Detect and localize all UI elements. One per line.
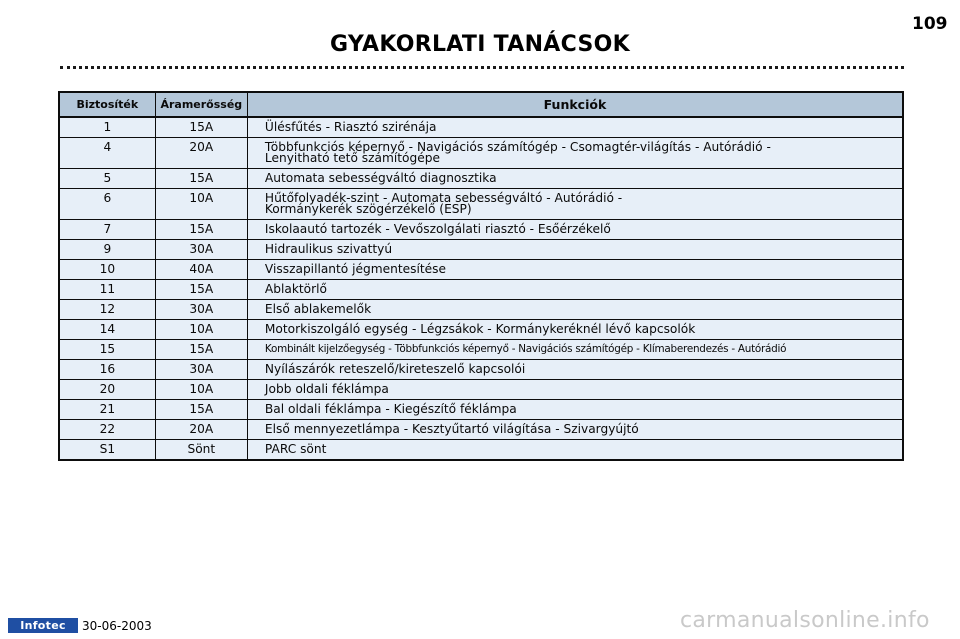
header-functions: Funkciók <box>247 92 903 117</box>
fuse-amperage: 30A <box>155 240 247 260</box>
page-title: GYAKORLATI TANÁCSOK <box>330 32 630 57</box>
table-row <box>59 240 903 260</box>
table-row <box>59 380 903 400</box>
fuse-function: Hidraulikus szivattyú <box>247 240 903 260</box>
table-row <box>59 169 903 189</box>
table-row <box>59 280 903 300</box>
table-row <box>59 220 903 240</box>
table-row <box>59 138 903 169</box>
fuse-number: 12 <box>59 300 155 320</box>
table-row <box>59 340 903 360</box>
fuse-amperage: 15A <box>155 220 247 240</box>
fuse-function: Első mennyezetlámpa - Kesztyűtartó világítása - Szivargyújtó <box>247 420 903 440</box>
fuse-function: Iskolaautó tartozék - Vevőszolgálati riasztó - Esőérzékelő <box>247 220 903 240</box>
fuse-amperage: 20A <box>155 138 247 169</box>
fuse-amperage: 20A <box>155 420 247 440</box>
fuse-function: Jobb oldali féklámpa <box>247 380 903 400</box>
infotec-logo: Infotec <box>8 618 78 633</box>
fuse-number: S1 <box>59 440 155 461</box>
fuse-number: 22 <box>59 420 155 440</box>
fuse-function: Automata sebességváltó diagnosztika <box>247 169 903 189</box>
fuse-number: 14 <box>59 320 155 340</box>
fuse-function: Nyílászárók reteszelő/kireteszelő kapcsolói <box>247 360 903 380</box>
fuse-amperage: 15A <box>155 400 247 420</box>
fuse-function: Ülésfűtés - Riasztó szirénája <box>247 117 903 138</box>
fuse-function: Hűtőfolyadék-szint - Automata sebességváltó - Autórádió - Kormánykerék szögérzékelő (ESP) <box>247 189 903 220</box>
fuse-function: PARC sönt <box>247 440 903 461</box>
fuse-amperage: 10A <box>155 320 247 340</box>
fuse-amperage: 10A <box>155 189 247 220</box>
fuse-function: Visszapillantó jégmentesítése <box>247 260 903 280</box>
table-row <box>59 320 903 340</box>
fuse-amperage: 30A <box>155 300 247 320</box>
footer-date: 30-06-2003 <box>82 619 152 633</box>
fuse-function: Többfunkciós képernyő - Navigációs számítógép - Csomagtér-világítás - Autórádió - Lenyitható tető számítógépe <box>247 138 903 169</box>
table-row <box>59 117 903 138</box>
fuse-amperage: 15A <box>155 340 247 360</box>
fuse-number: 6 <box>59 189 155 220</box>
page-number: 109 <box>912 14 948 34</box>
header-fuse: Biztosíték <box>59 92 155 117</box>
fuse-amperage: 10A <box>155 380 247 400</box>
fuse-amperage: 30A <box>155 360 247 380</box>
fuse-number: 5 <box>59 169 155 189</box>
fuse-amperage: Sönt <box>155 440 247 461</box>
fuse-number: 11 <box>59 280 155 300</box>
table-row <box>59 300 903 320</box>
fuse-amperage: 15A <box>155 280 247 300</box>
fuse-number: 10 <box>59 260 155 280</box>
fuse-number: 4 <box>59 138 155 169</box>
fuse-table-body <box>59 117 903 460</box>
fuse-amperage: 40A <box>155 260 247 280</box>
header-amperage: Áramerősség <box>155 92 247 117</box>
fuse-amperage: 15A <box>155 169 247 189</box>
fuse-number: 20 <box>59 380 155 400</box>
table-row <box>59 189 903 220</box>
fuse-number: 7 <box>59 220 155 240</box>
fuse-number: 16 <box>59 360 155 380</box>
table-row <box>59 260 903 280</box>
dotted-divider <box>60 66 904 69</box>
table-row <box>59 420 903 440</box>
table-row <box>59 360 903 380</box>
fuse-function: Bal oldali féklámpa - Kiegészítő féklámpa <box>247 400 903 420</box>
table-row <box>59 400 903 420</box>
watermark: carmanualsonline.info <box>680 608 930 633</box>
fuse-table <box>58 91 904 461</box>
fuse-number: 1 <box>59 117 155 138</box>
table-header-row <box>59 92 903 117</box>
table-row <box>59 440 903 461</box>
fuse-number: 9 <box>59 240 155 260</box>
fuse-function: Motorkiszolgáló egység - Légzsákok - Kormánykeréknél lévő kapcsolók <box>247 320 903 340</box>
fuse-function: Kombinált kijelzőegység - Többfunkciós képernyő - Navigációs számítógép - Klímaberendezés - Autórádió <box>247 340 903 360</box>
fuse-number: 15 <box>59 340 155 360</box>
fuse-function: Első ablakemelők <box>247 300 903 320</box>
fuse-amperage: 15A <box>155 117 247 138</box>
fuse-function: Ablaktörlő <box>247 280 903 300</box>
fuse-number: 21 <box>59 400 155 420</box>
